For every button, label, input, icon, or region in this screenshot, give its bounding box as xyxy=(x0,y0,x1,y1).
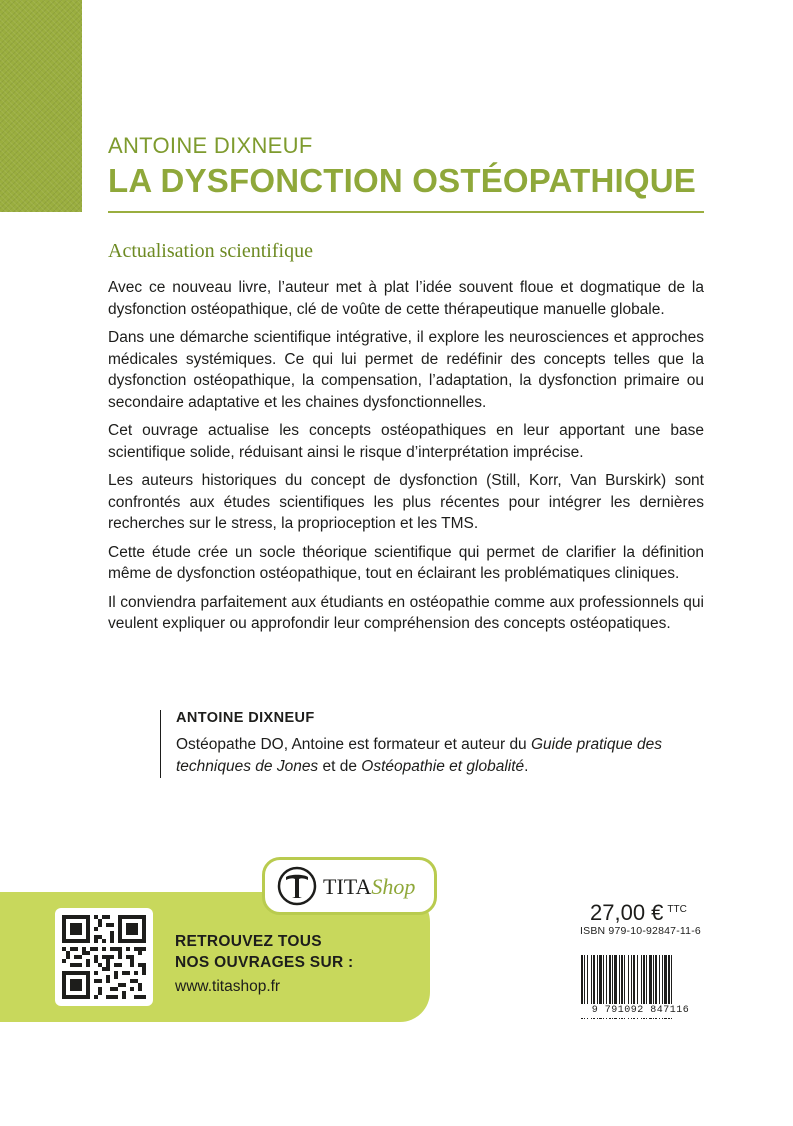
title-divider xyxy=(108,211,704,213)
barcode-digits: 9 791092 847116 xyxy=(578,1004,703,1018)
bio-book-title-2: Ostéopathie et globalité xyxy=(361,758,525,775)
blurb-paragraph: Les auteurs historiques du concept de dysfonction (Still, Korr, Van Burskirk) sont confrontés aux études scientifiques les plus récentes pour intégrer les dernières recherches sur le stress, la proprioception et les TMS. xyxy=(108,472,704,532)
decorative-green-strip xyxy=(0,0,82,212)
tita-logo-text xyxy=(323,874,415,900)
bio-text-start: Ostéopathe DO, Antoine est formateur et auteur du xyxy=(176,736,531,753)
tita-t-icon xyxy=(277,866,317,906)
promo-text-line2: NOS OUVRAGES SUR : xyxy=(175,954,354,971)
titashop-logo xyxy=(262,857,437,915)
isbn: ISBN 979-10-92847-11-6 xyxy=(580,925,701,937)
bio-text-end: . xyxy=(524,758,529,775)
blurb-paragraph: Dans une démarche scientifique intégrative, il explore les neurosciences et approches médicales systémiques. Ce qui lui permet de redéfinir des concepts telles que la dysfonction ostéopathique, la compensation, l’adaptation, la dysfonction primaire ou secondaire adaptative et les chaines dysfonctionnelles. xyxy=(108,329,704,411)
price-unit: TTC xyxy=(667,904,687,915)
book-subtitle: Actualisation scientifique xyxy=(108,240,313,262)
author-bio-box xyxy=(160,710,696,778)
shop-link[interactable]: www.titashop.fr xyxy=(175,978,281,995)
blurb xyxy=(108,277,704,642)
price xyxy=(590,900,687,926)
price-value: 27,00 € xyxy=(590,900,664,925)
blurb-paragraph: Il conviendra parfaitement aux étudiants en ostéopathie comme aux professionnels qui veulent expliquer ou approfondir leur compréhension des concepts ostéopatiques. xyxy=(108,593,704,632)
logo-text-shop: Shop xyxy=(371,874,416,899)
blurb-paragraph: Cet ouvrage actualise les concepts ostéopathiques en leur apportant une base scientifique solide, réduisant ainsi le risque d’interprétation imprécise. xyxy=(108,422,704,461)
author-bio-name: ANTOINE DIXNEUF xyxy=(176,710,315,726)
bio-book-title-1: Guide pratique des techniques de Jones xyxy=(176,736,662,775)
qr-code-icon xyxy=(62,915,146,999)
qr-code[interactable] xyxy=(55,908,153,1006)
blurb-paragraph: Avec ce nouveau livre, l’auteur met à plat l’idée souvent floue et dogmatique de la dysfonction ostéopathique, clé de voûte de cette thérapeutique manuelle globale. xyxy=(108,279,704,318)
bio-text-middle: et de xyxy=(318,758,362,775)
promo-text-line1: RETROUVEZ TOUS xyxy=(175,933,322,950)
book-title: LA DYSFONCTION OSTÉOPATHIQUE xyxy=(108,162,696,199)
author-bio-text xyxy=(176,734,696,778)
blurb-paragraph: Cette étude crée un socle théorique scientifique qui permet de clarifier la définition même de dysfonction ostéopathique, tout en éclairant les problématiques cliniques. xyxy=(108,543,704,582)
logo-text-tita: TITA xyxy=(323,874,372,899)
cover-author: ANTOINE DIXNEUF xyxy=(108,133,313,158)
